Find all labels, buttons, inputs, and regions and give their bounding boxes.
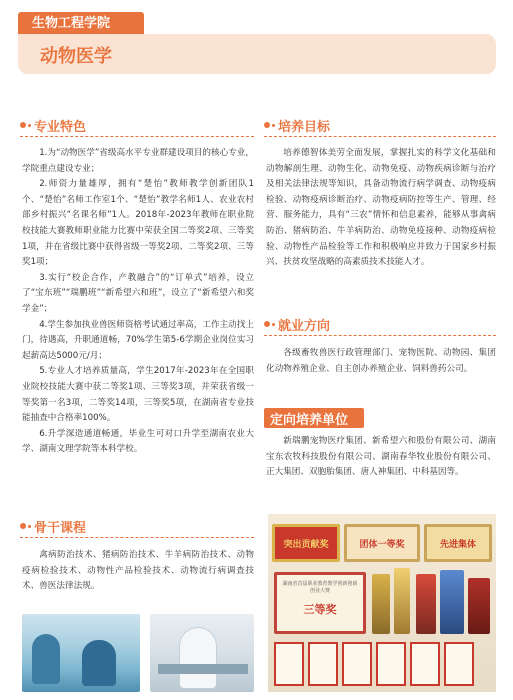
certificate-icon (308, 642, 338, 686)
certificate-icon (274, 642, 304, 686)
award-plaque-text: 先进集体 (439, 540, 476, 550)
feature-item-5: 5.专业人才培养质量高，学生2017年-2023年在全国职业院校技能大赛中获二等奖1项、三等奖3项，并荣获省级一等奖第一名3项，二等奖14项，三等奖5项，在湖南省专业技能抽查中合格率100%。 (22, 366, 254, 424)
certificate-icon (410, 642, 440, 686)
lab-photo (150, 614, 254, 692)
college-name: 生物工程学院 (32, 16, 111, 31)
award-certificate-title: 三等奖 (303, 603, 337, 616)
employment-title: 就业方向 (278, 315, 336, 334)
bullet-dot-icon (20, 122, 26, 128)
award-plaque (272, 524, 340, 562)
bullet-dot-icon (20, 523, 26, 529)
feature-item-2: 2.师资力量雄厚，拥有“楚怡”教师教学创新团队1个、“楚怡”名师工作室1个、“楚怡”教学名师1人、农业农村部乡村振兴“名课名师”1人。2018年-2023年教师在职业院校技能大赛教师职业能力比赛中荣获全国二等奖2项、三等奖1项，并在省级比赛中获得省级一等奖2项、二等奖2项、三等奖1项； (22, 179, 254, 268)
feature-item-3: 3.实行“校企合作，产教融合”的“订单式”培养，设立了“宝东班”“瑞鹏班”“新希望六和班”，设立了“新希望六和奖学金”； (22, 272, 254, 314)
courses-title: 骨干课程 (34, 517, 92, 536)
certificate-icon (444, 642, 474, 686)
feature-item-4: 4.学生参加执业兽医师资格考试通过率高，工作主动找上门，待遇高，升职通道畅，70%学生第5-6学期企业岗位实习起薪高达5000元/月； (22, 319, 254, 361)
trophy-icon (372, 574, 390, 634)
goal-body (266, 146, 496, 271)
employment-heading (264, 316, 496, 336)
bullet-dot-icon (264, 321, 270, 327)
trophy-icon (468, 578, 490, 634)
award-certificate (274, 572, 366, 634)
bullet-dot-small-icon (272, 323, 275, 326)
partners-title: 定向培养单位 (270, 413, 349, 428)
certificate-icon (342, 642, 372, 686)
courses-heading (20, 518, 254, 538)
award-plaque-text: 团体一等奖 (359, 540, 405, 550)
bullet-dot-small-icon (272, 124, 275, 127)
courses-text: 禽病防治技术、猪病防治技术、牛羊病防治技术、动物疫病检验技术、动物性产品检验技术、动物流行病调查技术、兽医法律法规。 (22, 550, 254, 592)
features-title: 专业特色 (34, 116, 92, 135)
certificate-icon (376, 642, 406, 686)
college-tag (18, 12, 144, 36)
partners-body (266, 434, 496, 481)
bullet-dot-small-icon (28, 124, 31, 127)
employment-text: 各级畜牧兽医行政管理部门、宠物医院、动物园、集团化动物养殖企业、自主创办养殖企业、饲料兽药公司。 (266, 348, 496, 374)
surgery-photo (22, 614, 140, 692)
employment-body (266, 346, 496, 377)
award-plaque (424, 524, 492, 562)
trophy-icon (416, 574, 436, 634)
partners-heading (264, 408, 496, 428)
award-plaque-text: 突出贡献奖 (283, 540, 329, 550)
bullet-dot-small-icon (28, 525, 31, 528)
features-heading (20, 117, 254, 137)
trophy-icon (394, 568, 410, 634)
partners-text: 新瑞鹏宠物医疗集团、新希望六和股份有限公司、湖南宝东农牧科技股份有限公司、湖南春华牧业股份有限公司、正大集团、双胞胎集团、唐人神集团、中科基因等。 (266, 436, 496, 478)
feature-item-6: 6.升学深造通道畅通，毕业生可对口升学至湖南农业大学、湖南文理学院等本科学校。 (22, 428, 254, 455)
award-plaque (344, 524, 420, 562)
courses-body (22, 548, 254, 595)
bullet-dot-icon (264, 122, 270, 128)
goal-title: 培养目标 (278, 116, 336, 135)
goal-text: 培养德智体美劳全面发展，掌握扎实的科学文化基础和动物解剖生理、动物生化、动物免疫、动物疾病诊断与治疗及相关法律法规等知识，具备动物流行病学调查、动物疫病检验、动物疫病诊断治疗、动物疫病防控等生产、管理、经营、服务能力，具有“三农”情怀和信息素养，能够从事禽病防治、猪病防治、牛羊病防治、动物免疫接种、动物疫病检验、动物性产品检验等工作和积极响应并致力于国家乡村振兴、扶贫攻坚战略的高素质技术技能人才。 (266, 148, 496, 268)
major-title: 动物医学 (40, 46, 112, 67)
trophy-icon (440, 570, 464, 634)
feature-item-1: 1.为“动物医学”省级高水平专业群建设项目的核心专业，学院重点建设专业； (22, 148, 254, 174)
major-title-band (18, 34, 496, 74)
goal-heading (264, 117, 496, 137)
features-body (22, 146, 254, 458)
award-certificate-subtitle: 湖南省首届职业教育教学创新创新创业大赛 (282, 581, 358, 594)
awards-photo (268, 514, 496, 692)
